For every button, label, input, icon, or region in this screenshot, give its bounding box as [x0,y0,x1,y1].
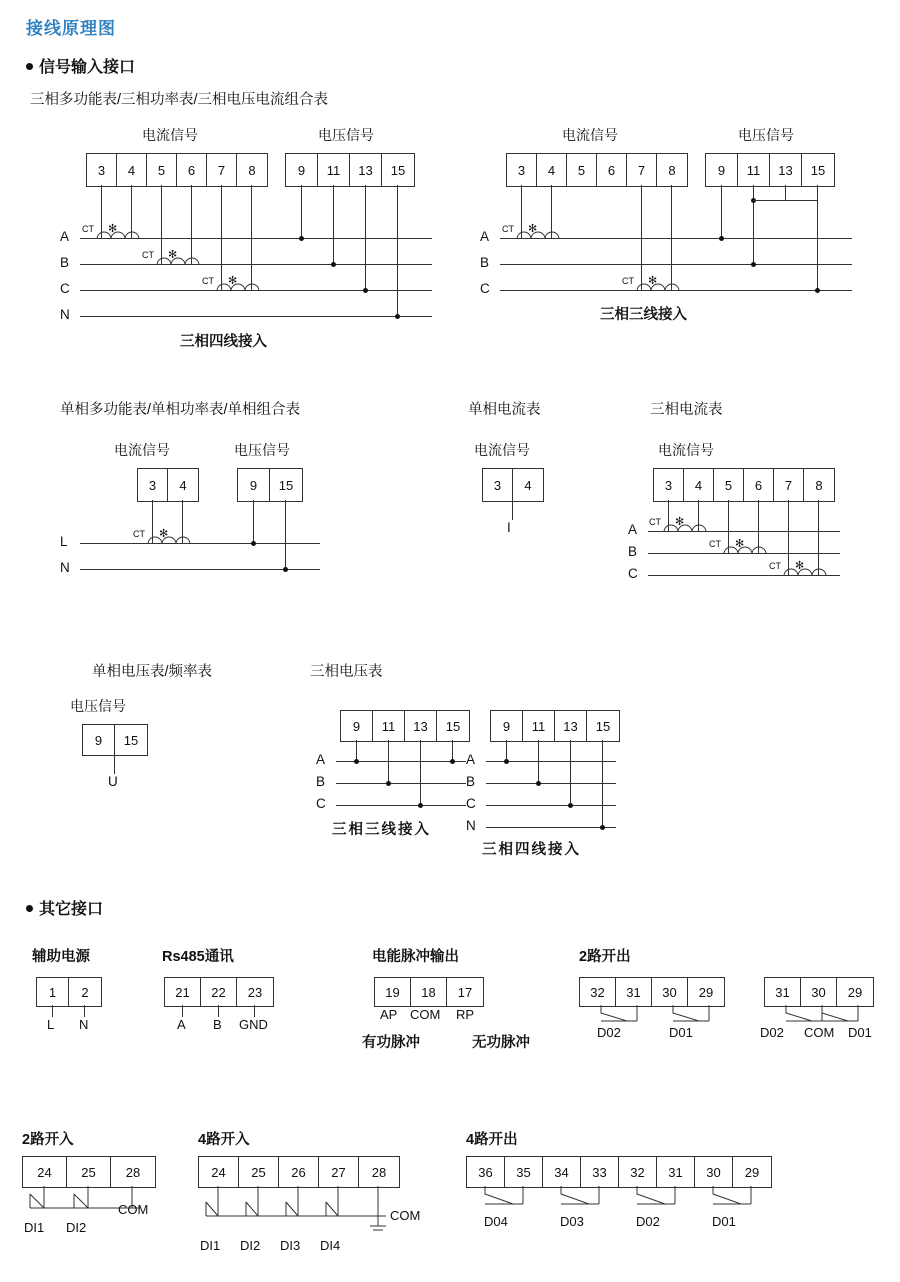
junction-dot [418,803,423,808]
diagram-caption: 三相四线接入 [482,842,581,858]
pin-label: DI1 [200,1238,221,1253]
ct-label-c: CT [769,561,781,571]
terminal-block-pulse [374,977,484,1007]
terminal-cell[interactable]: 6 [597,154,627,186]
phase-label-a: A [60,229,70,244]
voltage-lead-a [356,740,357,761]
ct-star-c: ✻ [795,560,805,572]
ct-lead-c1 [641,185,642,290]
phase-line-c [486,805,616,806]
ct-coil-c [783,566,829,578]
ct-label-a: CT [649,517,661,527]
relay-contacts-do2a [579,1005,725,1025]
terminal-cell[interactable]: 8 [248,162,256,178]
block-do2-a [575,945,745,1045]
voltage-lead-c-top [785,185,786,201]
terminal-cell[interactable]: 35 [505,1157,543,1187]
pin-label: DI1 [24,1220,45,1235]
terminal-cell[interactable]: 6 [177,154,207,186]
terminal-cell[interactable]: 5 [147,154,177,186]
pin-lead [52,1005,53,1017]
pin-label: COM [410,1007,441,1022]
terminal-cell[interactable]: 4 [524,477,532,493]
terminal-cell[interactable]: 17 [457,984,473,1000]
block-di4 [198,1128,448,1258]
phase-label-a: A [628,522,638,537]
junction-dot [299,236,304,241]
terminal-cell[interactable]: 13 [555,711,587,741]
ct-star-a: ✻ [528,223,538,235]
com-label: COM [118,1202,149,1217]
pin-label: D02 [597,1025,621,1040]
phase-line-b [500,264,852,265]
terminal-cell[interactable]: 30 [801,978,837,1006]
label-current-i: I [507,520,511,535]
terminal-cell[interactable]: 11 [373,711,405,741]
ct-lead-b1 [161,185,162,264]
pin-label: N [79,1017,89,1032]
terminal-cell[interactable]: 9 [706,154,738,186]
terminal-cell[interactable]: 25 [67,1157,111,1187]
terminal-cell[interactable]: 13 [405,711,437,741]
ct-coil-c [216,281,262,293]
group-title-three-phase-voltage: 三相电压表 [310,664,383,680]
diagram-single-phase-multi [60,440,400,600]
pin-label: DI4 [320,1238,341,1253]
pin-label: L [47,1017,55,1032]
terminal-cell[interactable]: 5 [567,154,597,186]
terminal-cell[interactable]: 4 [179,477,187,493]
voltage-lead-extra [452,740,453,761]
voltage-lead-c [365,185,366,290]
phase-label-n: N [60,307,70,322]
terminal-cell[interactable]: 30 [652,978,688,1006]
block-aux-power [28,945,138,1035]
terminal-block-current [482,468,544,502]
terminal-cell[interactable]: 4 [537,154,567,186]
terminal-cell[interactable]: 31 [657,1157,695,1187]
ct-star-c: ✻ [228,275,238,287]
ct-star-b: ✻ [735,538,745,550]
phase-label-b: B [60,255,70,270]
phase-label-c: C [466,796,476,811]
diagram-single-phase-current [470,440,610,550]
phase-line-n [486,827,616,828]
terminal-cell[interactable]: 11 [318,154,350,186]
pin-label: COM [804,1025,835,1040]
ct-star-l: ✻ [159,528,169,540]
phase-label-l: L [60,534,68,549]
pin-label: D04 [484,1214,508,1229]
terminal-cell[interactable]: 33 [581,1157,619,1187]
pin-lead [182,1005,183,1017]
junction-dot [363,288,368,293]
phase-line-n [80,316,432,317]
ct-lead-c1 [788,500,789,575]
pin-label: GND [239,1017,268,1032]
terminal-cell[interactable]: 15 [123,732,139,748]
phase-line-b [80,264,432,265]
label-voltage-signal: 电压信号 [70,698,126,714]
block-title: Rs485通讯 [162,949,234,965]
group-title-single-phase-multi: 单相多功能表/单相功率表/单相组合表 [60,402,301,418]
terminal-cell[interactable]: 1 [37,978,69,1006]
junction-dot [331,262,336,267]
terminal-block-do2a [579,977,725,1007]
phase-line-l [80,543,320,544]
ct-star-a: ✻ [675,516,685,528]
ct-label-l: CT [133,529,145,539]
ct-star-a: ✻ [108,223,118,235]
terminal-block-di4 [198,1156,400,1188]
pin-label: D01 [848,1025,872,1040]
block-title: 电能脉冲输出 [372,949,459,965]
pin-label: D03 [560,1214,584,1229]
terminal-cell[interactable]: 9 [83,725,115,755]
terminal-cell[interactable]: 7 [627,154,657,186]
diagram-single-phase-voltage [70,696,230,806]
phase-label-a: A [316,752,326,767]
junction-dot [536,781,541,786]
terminal-block-current [137,468,199,502]
terminal-block-voltage [340,710,470,742]
terminal-block-voltage [490,710,620,742]
phase-line-c [336,805,466,806]
label-voltage-u: U [108,774,118,789]
terminal-cell[interactable]: 8 [668,162,676,178]
terminal-cell[interactable]: 31 [765,978,801,1006]
block-do4 [466,1128,806,1248]
block-rs485 [158,945,288,1035]
terminal-block-voltage [705,153,835,187]
terminal-cell[interactable]: 9 [286,154,318,186]
voltage-lead-n [602,740,603,827]
ct-lead-c1 [221,185,222,290]
terminal-cell[interactable]: 24 [199,1157,239,1187]
bullet-icon [26,905,33,912]
phase-label-c: C [60,281,70,296]
ct-coil-b [723,544,769,556]
junction-dot [815,288,820,293]
terminal-cell[interactable]: 4 [117,154,147,186]
voltage-lead-c [817,185,818,290]
terminal-cell[interactable]: 31 [616,978,652,1006]
terminal-cell[interactable]: 9 [341,711,373,741]
block-energy-pulse [362,945,542,1055]
terminal-cell[interactable]: 15 [390,162,406,178]
label-voltage-signal: 电压信号 [234,442,290,458]
terminal-cell[interactable]: 22 [201,978,237,1006]
label-voltage-signal: 电压信号 [738,127,794,143]
phase-label-b: B [480,255,490,270]
block-title: 4路开出 [466,1132,518,1148]
pin-label: D02 [760,1025,784,1040]
junction-dot [450,759,455,764]
voltage-lead-b [333,185,334,264]
voltage-lead-b [538,740,539,783]
terminal-cell[interactable]: 27 [319,1157,359,1187]
voltage-lead-a [721,185,722,238]
junction-dot [504,759,509,764]
diagram-three-phase-four-wire [60,125,460,350]
voltage-lead-n [285,500,286,569]
terminal-cell[interactable]: 8 [815,477,823,493]
terminal-cell[interactable]: 30 [695,1157,733,1187]
phase-label-c: C [316,796,326,811]
voltage-lead-c [420,740,421,805]
label-current-signal: 电流信号 [142,127,198,143]
label-current-signal: 电流信号 [114,442,170,458]
terminal-cell[interactable]: 9 [238,469,270,501]
block-di2 [22,1128,202,1238]
terminal-cell[interactable]: 23 [247,984,263,1000]
pin-lead [254,1005,255,1017]
pin-label: AP [380,1007,398,1022]
terminal-block-rs485 [164,977,274,1007]
junction-dot [600,825,605,830]
label-current-signal: 电流信号 [562,127,618,143]
block-title: 2路开入 [22,1132,74,1148]
pin-label: A [177,1017,186,1032]
ct-star-b: ✻ [168,249,178,261]
voltage-lead-n [397,185,398,316]
terminal-cell[interactable]: 29 [698,984,714,1000]
input-contacts-di4 [198,1186,408,1236]
terminal-block-do2b [764,977,874,1007]
terminal-cell[interactable]: 32 [619,1157,657,1187]
terminal-cell[interactable]: 21 [165,978,201,1006]
terminal-block-voltage [285,153,415,187]
terminal-cell[interactable]: 15 [595,718,611,734]
terminal-cell[interactable]: 3 [483,469,513,501]
ct-coil-a [516,229,562,241]
pin-label: DI2 [240,1238,261,1253]
ct-label-b: CT [709,539,721,549]
pin-label: B [213,1017,222,1032]
block-title: 辅助电源 [32,949,90,965]
voltage-lead [114,754,115,774]
terminal-cell[interactable]: 7 [774,469,804,501]
diagram-three-phase-three-wire [480,125,880,335]
terminal-cell[interactable]: 18 [411,978,447,1006]
terminal-cell[interactable]: 29 [847,984,863,1000]
pin-label: DI3 [280,1238,301,1253]
ct-label-c: CT [202,276,214,286]
page-title: 接线原理图 [26,19,116,38]
pin-label: D02 [636,1214,660,1229]
junction-dot [354,759,359,764]
pin-label: DI2 [66,1220,87,1235]
terminal-block-voltage [82,724,148,756]
pin-lead [84,1005,85,1017]
phase-label-n: N [60,560,70,575]
phase-line-b [486,783,616,784]
group-title-single-phase-current: 单相电流表 [468,402,541,418]
diagram-three-phase-voltage-four-wire [466,700,680,860]
pin-label: RP [456,1007,475,1022]
terminal-cell[interactable]: 6 [744,469,774,501]
terminal-block-voltage [237,468,303,502]
group-title-three-phase-current: 三相电流表 [650,402,723,418]
terminal-block-do4 [466,1156,772,1188]
junction-dot [283,567,288,572]
terminal-cell[interactable]: 2 [81,984,89,1000]
ct-coil-b [156,255,202,267]
terminal-cell[interactable]: 3 [138,469,168,501]
pin-lead [218,1005,219,1017]
terminal-cell[interactable]: 11 [523,711,555,741]
terminal-block-current [506,153,688,187]
voltage-lead-a [301,185,302,238]
phase-label-a: A [480,229,490,244]
pulse-note-reactive: 无功脉冲 [472,1035,530,1051]
phase-label-c: C [480,281,490,296]
phase-line-b [336,783,466,784]
diagram-caption: 三相四线接入 [180,334,267,350]
terminal-cell[interactable]: 15 [445,718,461,734]
terminal-cell[interactable]: 5 [714,469,744,501]
phase-label-b: B [316,774,326,789]
ct-coil-a [663,522,709,534]
junction-dot [386,781,391,786]
block-title: 4路开入 [198,1132,250,1148]
ct-label-b: CT [142,250,154,260]
terminal-block-current [653,468,835,502]
terminal-cell[interactable]: 3 [87,154,117,186]
relay-contacts-do2b [764,1005,876,1025]
group-title-single-phase-voltage: 单相电压表/频率表 [92,664,213,680]
terminal-cell[interactable]: 28 [371,1164,387,1180]
junction-dot [719,236,724,241]
ct-coil-l [147,534,193,546]
terminal-cell[interactable]: 19 [375,978,411,1006]
pulse-note-active: 有功脉冲 [362,1035,420,1051]
junction-dot [751,262,756,267]
phase-label-b: B [628,544,638,559]
ct-lead-c2 [671,185,672,290]
terminal-cell[interactable]: 4 [684,469,714,501]
voltage-lead-b [388,740,389,783]
diagram-caption: 三相三线接入 [332,822,431,838]
current-lead [512,500,513,520]
terminal-block-aux [36,977,102,1007]
terminal-cell[interactable]: 29 [744,1164,760,1180]
terminal-cell[interactable]: 11 [738,154,770,186]
terminal-cell[interactable]: 36 [467,1157,505,1187]
phase-label-c: C [628,566,638,581]
group-title-three-phase-multi: 三相多功能表/三相功率表/三相电压电流组合表 [30,92,329,108]
ct-label-a: CT [502,224,514,234]
bullet-icon [26,63,33,70]
terminal-cell[interactable]: 9 [491,711,523,741]
ct-lead-b2 [191,185,192,264]
phase-label-b: B [466,774,476,789]
terminal-cell[interactable]: 15 [278,477,294,493]
voltage-lead-l [253,500,254,543]
terminal-cell[interactable]: 32 [580,978,616,1006]
terminal-cell[interactable]: 34 [543,1157,581,1187]
section-signal-input: 信号输入接口 [26,54,135,77]
pin-label: D01 [712,1214,736,1229]
relay-contacts-do4 [466,1186,776,1212]
ct-label-c: CT [622,276,634,286]
ct-coil-c [636,281,682,293]
terminal-cell[interactable]: 13 [770,154,802,186]
label-current-signal: 电流信号 [658,442,714,458]
ct-label-a: CT [82,224,94,234]
ct-star-c: ✻ [648,275,658,287]
terminal-block-di2 [22,1156,156,1188]
terminal-cell[interactable]: 3 [507,154,537,186]
ct-lead-c2 [251,185,252,290]
phase-label-a: A [466,752,476,767]
com-label: COM [390,1208,421,1223]
ct-lead-c2 [818,500,819,575]
terminal-cell[interactable]: 7 [207,154,237,186]
block-title: 2路开出 [579,949,631,965]
voltage-lead-c [570,740,571,805]
label-voltage-signal: 电压信号 [318,127,374,143]
diagram-caption: 三相三线接入 [600,307,687,323]
terminal-cell[interactable]: 26 [279,1157,319,1187]
ct-coil-a [96,229,142,241]
terminal-block-current [86,153,268,187]
junction-dot [251,541,256,546]
section-other-interface: 其它接口 [26,896,103,919]
voltage-lead-a [506,740,507,761]
voltage-lead-b [753,185,754,264]
pin-label: D01 [669,1025,693,1040]
terminal-cell[interactable]: 25 [239,1157,279,1187]
terminal-cell[interactable]: 13 [350,154,382,186]
block-do2-b [760,945,900,1045]
terminal-cell[interactable]: 15 [810,162,826,178]
phase-label-n: N [466,818,476,833]
terminal-cell[interactable]: 3 [654,469,684,501]
label-current-signal: 电流信号 [474,442,530,458]
junction-dot [568,803,573,808]
diagram-three-phase-current [628,440,880,600]
terminal-cell[interactable]: 28 [125,1164,141,1180]
junction-dot [395,314,400,319]
terminal-cell[interactable]: 24 [23,1157,67,1187]
